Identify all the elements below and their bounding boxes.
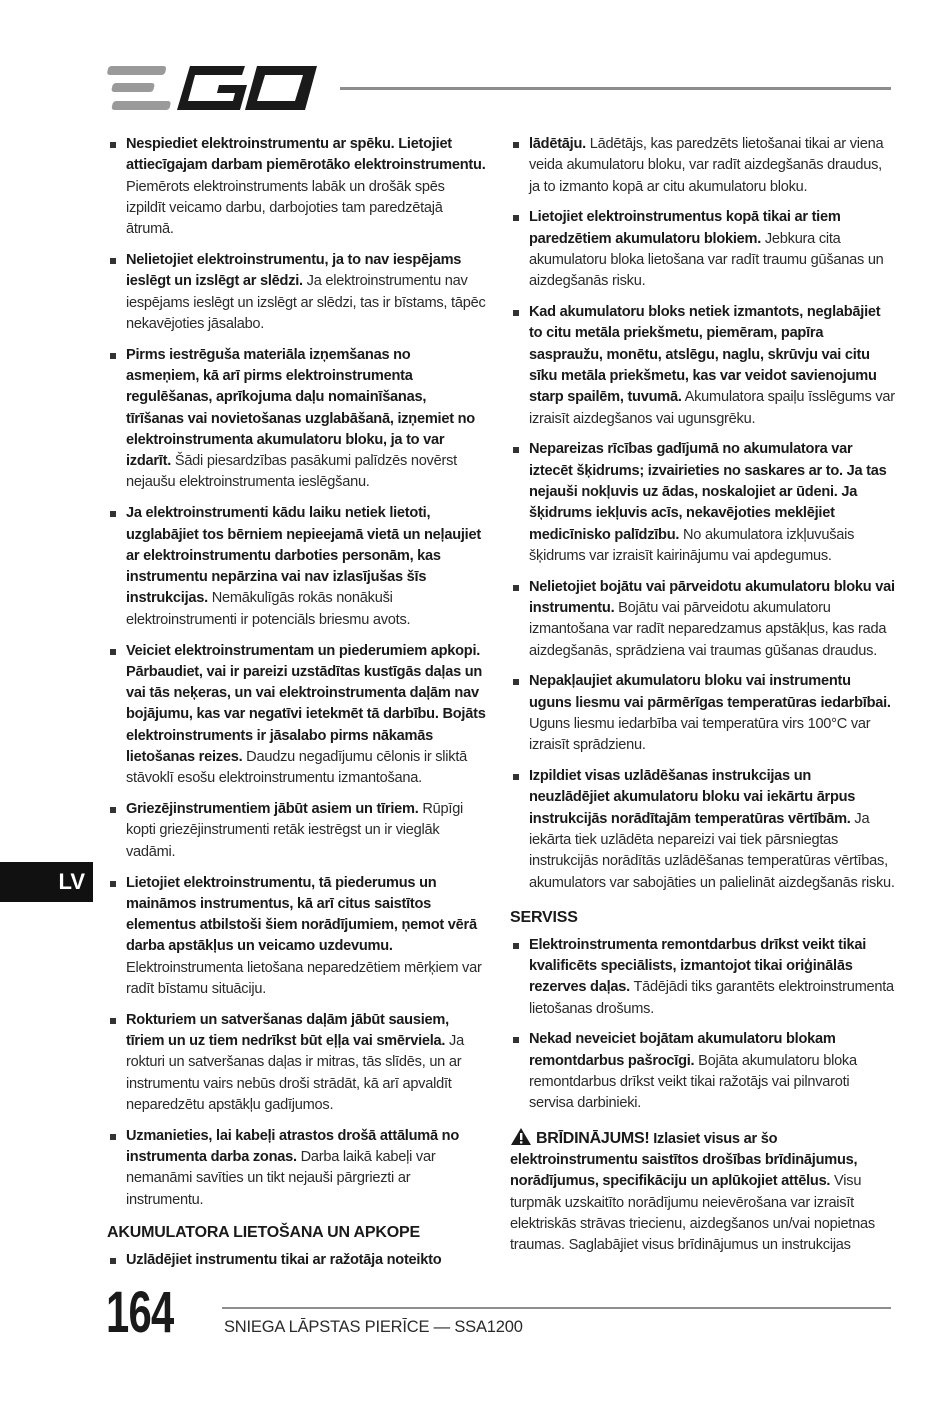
list-item: Lietojiet elektroinstrumentu, tā piederumus un maināmos instrumentus, kā arī citus saistītos elementus atbilstoši šiem norādījumiem, ņemot vērā darba apstākļus un veicamo uzdevumu. Elektroinstrumenta lietošana neparedzētiem mērķiem var radīt bīstamu situāciju. — [107, 873, 487, 1001]
list-item: Uzlādējiet instrumentu tikai ar ražotāja noteikto — [107, 1250, 487, 1271]
list-item: Izpildiet visas uzlādēšanas instrukcijas un neuzlādējiet akumulatoru bloku vai iekārtu ārpus instrukcijās norādītajām temperatūras vērtībām. Ja iekārta tiek uzlādēta nepareizi vai tiek pārsniegtas instrukcijās norādītās uzlādēšanas temperatūras vērtības, akumulators var sabojāties un palielināt aizdegšanās risku. — [510, 766, 895, 894]
list-item: Kad akumulatoru bloks netiek izmantots, neglabājiet to citu metāla priekšmetu, piemēram, papīra saspraužu, monētu, atslēgu, naglu, skrūvju vai citu sīku metāla priekšmetu, kas var veidot savienojumu starp spailēm, tuvumā. Akumulatora spaiļu īsslēgums var izraisīt aizdegšanos vai ugunsgrēku. — [510, 302, 895, 430]
list-item-continuation: lādētāju. Lādētājs, kas paredzēts lietošanai tikai ar viena veida akumulatoru bloku, var radīt aizdegšanās draudus, ja to izmanto kopā ar citu akumulatoru bloku. — [510, 134, 895, 198]
service-section-title: SERVISS — [510, 908, 578, 926]
language-tab: LV — [0, 862, 93, 902]
list-item: Elektroinstrumenta remontdarbus drīkst veikt tikai kvalificēts speciālists, izmantojot tikai oriģinālās rezerves daļas. Tādējādi tiks garantēts elektroinstrumenta lietošanas drošums. — [510, 935, 895, 1020]
battery-section-title: AKUMULATORA LIETOŠANA UN APKOPE — [107, 1223, 420, 1241]
list-item: Rokturiem un satveršanas daļām jābūt sausiem, tīriem un uz tiem nedrīkst būt eļļa vai smērviela. Ja rokturi un satveršanas daļas ir mitras, tās slīdēs, un ar instrumentu vairs nebūs droši strādāt, kā arī apvaldīt neparedzētu apstākļu gadījumos. — [107, 1010, 487, 1116]
list-item: Uzmanieties, lai kabeļi atrastos drošā attālumā no instrumenta darba zonas. Darba laikā kabeļi var nemanāmi savīties un tikt nejauši pārgriezti ar instrumentu. — [107, 1126, 487, 1211]
right-column — [510, 134, 895, 1256]
left-column — [107, 134, 487, 1281]
list-item: Nepareizas rīcības gadījumā no akumulatora var iztecēt šķidrums; izvairieties no saskares ar to. Ja tas nejauši nokļuvis uz ādas, noskalojiet ar ūdeni. Ja šķidrums iekļuvis acīs, nekavējoties meklējiet medicīnisko palīdzību. No akumulatora izkļuvušais šķidrums var izraisīt kairinājumu vai apdegumus. — [510, 439, 895, 567]
ego-logo — [107, 64, 319, 112]
list-item: Nekad neveiciet bojātam akumulatoru blokam remontdarbus pašrocīgi. Bojāta akumulatoru bloka remontdarbus drīkst veikt tikai ražotājs vai pilnvaroti servisa darbinieki. — [510, 1029, 895, 1114]
header-rule — [340, 87, 891, 90]
warning-triangle-icon — [510, 1127, 532, 1146]
list-item: Veiciet elektroinstrumentam un piederumiem apkopi. Pārbaudiet, vai ir pareizi uzstādītas kustīgās daļas un vai tās neķeras, un vai elektroinstrumenta daļām nav bojājumu, kas var negatīvi ietekmēt tā darbību. Bojāts elektroinstruments ir jāsalabo pirms nākamās lietošanas reizes. Daudzu negadījumu cēlonis ir sliktā stāvoklī esošu elektroinstrumentu izmantošana. — [107, 641, 487, 790]
list-item: Lietojiet elektroinstrumentus kopā tikai ar tiem paredzētiem akumulatoru blokiem. Jebkura cita akumulatoru bloka lietošana var radīt traumu gūšanas un aizdegšanās risku. — [510, 207, 895, 292]
list-item: Nespiediet elektroinstrumentu ar spēku. Lietojiet attiecīgajam darbam piemērotāko elektroinstrumentu. Piemērots elektroinstruments labāk un drošāk spēs izpildīt veicamo darbu, darbojoties tam paredzētajā ātrumā. — [107, 134, 487, 240]
page-number: 164 — [106, 1280, 174, 1345]
list-item: Pirms iestrēguša materiāla izņemšanas no asmeņiem, kā arī pirms elektroinstrumenta regulēšanas, aprīkojuma daļu nomainīšanas, tīrīšanas vai novietošanas uzglabāšanā, izņemiet no elektroinstrumenta akumulatoru bloku, ja to var izdarīt. Šādi piesardzības pasākumi palīdzēs novērst nejaušu elektroinstrumenta ieslēgšanu. — [107, 345, 487, 494]
list-item: Griezējinstrumentiem jābūt asiem un tīriem. Rūpīgi kopti griezējinstrumenti retāk iestrēgst un ir vieglāk vadāmi. — [107, 799, 487, 863]
list-item: Nelietojiet bojātu vai pārveidotu akumulatoru bloku vai instrumentu. Bojātu vai pārveidotu akumulatoru izmantošana var radīt neparedzamus apstākļus, kas rada aizdegšanās, sprādziena vai traumas gūšanas draudus. — [510, 577, 895, 662]
footer-rule — [222, 1307, 891, 1309]
list-item: Nelietojiet elektroinstrumentu, ja to nav iespējams ieslēgt un izslēgt ar slēdzi. Ja elektroinstrumentu nav iespējams ieslēgt un izslēgt ar slēdzi, tas ir bīstams, tāpēc nekavējoties jāsalabo. — [107, 250, 487, 335]
list-item: Nepakļaujiet akumulatoru bloku vai instrumentu uguns liesmu vai pārmērīgas temperatūras iedarbībai. Uguns liesmu iedarbība vai temperatūra virs 100°C var izraisīt sprādzienu. — [510, 671, 895, 756]
warning-label: BRĪDINĀJUMS! — [536, 1129, 650, 1147]
list-item: Ja elektroinstrumenti kādu laiku netiek lietoti, uzglabājiet tos bērniem nepieejamā vietā un neļaujiet ar elektroinstrumentu darboties personām, kas instrumentu nepārzina vai nav izlasījušas šīs instrukcijas. Nemākulīgās rokās nonākuši elektroinstrumenti ir potenciāls briesmu avots. — [107, 503, 487, 631]
footer-title: SNIEGA LĀPSTAS PIERĪCE — SSA1200 — [224, 1318, 523, 1336]
warning-paragraph: BRĪDINĀJUMS! Izlasiet visus ar šo elektroinstrumentu saistītos drošības brīdinājumus, norādījumus, specifikāciju un aplūkojiet attēlus. Visu turpmāk uzskaitīto norādījumu neievērošana var izraisīt elektriskās strāvas triecienu, aizdegšanos un/vai nopietnas traumas. Saglabājiet visus brīdinājumus un instrukcijas — [510, 1127, 895, 1257]
